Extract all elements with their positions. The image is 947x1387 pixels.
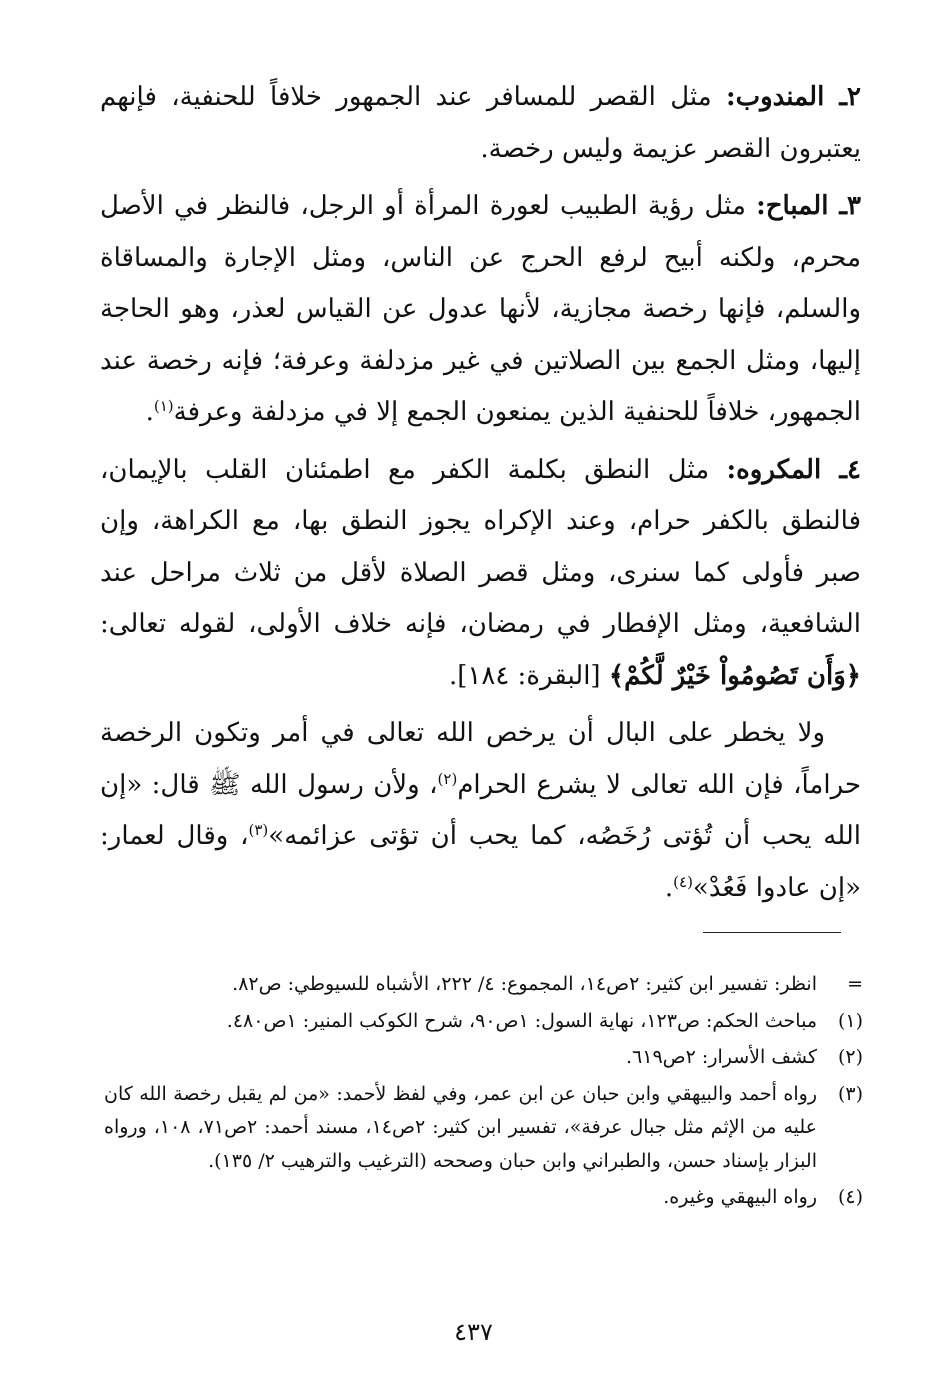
term-mandub: ٢ـ المندوب: <box>726 82 862 112</box>
footnote-number: (١) <box>837 1009 863 1032</box>
footnote-ref-2[interactable]: (٢) <box>437 769 458 788</box>
paragraph-text: مثل النطق بكلمة الكفر مع اطمئنان القلب بالإيمان، فالنطق بالكفر حرام، وعند الإكراه يجوز النطق بها، مع الكراهة، وإن صبر فأولى كما سنرى، ومثل قصر الصلاة لأقل من ثلاث مراحل عند الشافعية، ومثل الإفطار في رمضان، فإنه خلاف الأولى، لقوله تعالى: <box>100 454 861 639</box>
paragraph-closing <box>100 708 861 914</box>
footnote-ref-1[interactable]: (١) <box>153 397 174 415</box>
footnote-text: رواه أحمد والبيهقي وابن حبان عن ابن عمر، وفي لفظ لأحمد: «من لم يقبل رخصة الله كان عليه من الإثم مثل جبال عرفة»، تفسير ابن كثير: ٢ص١٤، مسند أحمد: ٢ص٧١، ١٠٨، ورواه البزار بإسناد حسن، والطبراني وابن حبان وصححه (الترغيب والترهيب ٢/ ١٣٥). <box>104 1082 818 1172</box>
footnote-text: كشف الأسرار: ٢ص٦١٩. <box>626 1046 817 1068</box>
footnotes <box>104 968 863 1218</box>
term-mubah: ٣ـ المباح: <box>756 191 861 221</box>
paragraph-text: ، ولأن رسول الله ﷺ قال: «إن الله يحب أن تُؤتى رُخَصُه، كما يحب أن تؤتى عزائمه» <box>100 769 861 851</box>
footnote-separator <box>703 932 841 933</box>
footnote-ref-3[interactable]: (٣) <box>248 821 269 839</box>
main-text <box>100 72 861 920</box>
footnote-number: (٤) <box>837 1186 863 1208</box>
paragraph-text: مثل رؤية الطبيب لعورة المرأة أو الرجل، فالنظر في الأصل محرم، ولكنه أبيح لرفع الحرج عن الناس، ومثل الإجارة والمساقاة والسلم، فإنها رخصة مجازية، لأنها عدول عن القياس لعذر، وهو الحاجة إليها، ومثل الجمع بين الصلاتين في غير مزدلفة وعرفة؛ فإنه رخصة عند الجمهور، خلافاً للحنفية الذين يمنعون الجمع إلا في مزدلفة وعرفة <box>100 191 862 427</box>
footnote-1 <box>104 1005 863 1039</box>
footnote-2 <box>104 1041 863 1075</box>
term-makruh: ٤ـ المكروه: <box>726 454 861 485</box>
footnote-text: مباحث الحكم: ص١٢٣، نهاية السول: ١ص٩٠، شرح الكوكب المنير: ١ص٤٨٠. <box>226 1009 817 1032</box>
paragraph-mandub <box>100 72 861 175</box>
paragraph-text: ولا يخطر على البال أن يرخص الله تعالى في أمر وتكون الرخصة حراماً، فإن الله تعالى لا يشرع الحرام <box>100 718 861 800</box>
footnote-number: (٢) <box>837 1046 863 1068</box>
footnote-number: = <box>847 973 863 995</box>
footnote-continued <box>104 968 863 1002</box>
paragraph-text: مثل القصر للمسافر عند الجمهور خلافاً للحنفية، فإنهم يعتبرون القصر عزيمة وليس رخصة. <box>100 82 861 164</box>
footnote-ref-4[interactable]: (٤) <box>673 872 693 891</box>
paragraph-mubah <box>100 181 861 439</box>
footnote-4 <box>104 1181 863 1215</box>
paragraph-text: ، وقال لعمار: «إن عادوا فَعُدْ» <box>100 821 861 903</box>
footnote-3 <box>104 1078 863 1179</box>
paragraph-makruh <box>100 445 861 703</box>
quran-verse: ﴿وَأَن تَصُومُواْ خَيْرٌ لَّكُمْ﴾ <box>608 660 861 691</box>
footnote-text: رواه البيهقي وغيره. <box>663 1186 817 1208</box>
verse-citation: [البقرة: ١٨٤]. <box>448 660 609 691</box>
page-number: ٤٣٧ <box>454 1318 493 1346</box>
footnote-text: انظر: تفسير ابن كثير: ٢ص١٤، المجموع: ٤/ ٢٢٢، الأشباه للسيوطي: ص٨٢. <box>232 973 817 995</box>
paragraph-end: . <box>664 872 674 903</box>
footnote-number: (٣) <box>837 1082 863 1105</box>
paragraph-end: . <box>145 397 154 427</box>
